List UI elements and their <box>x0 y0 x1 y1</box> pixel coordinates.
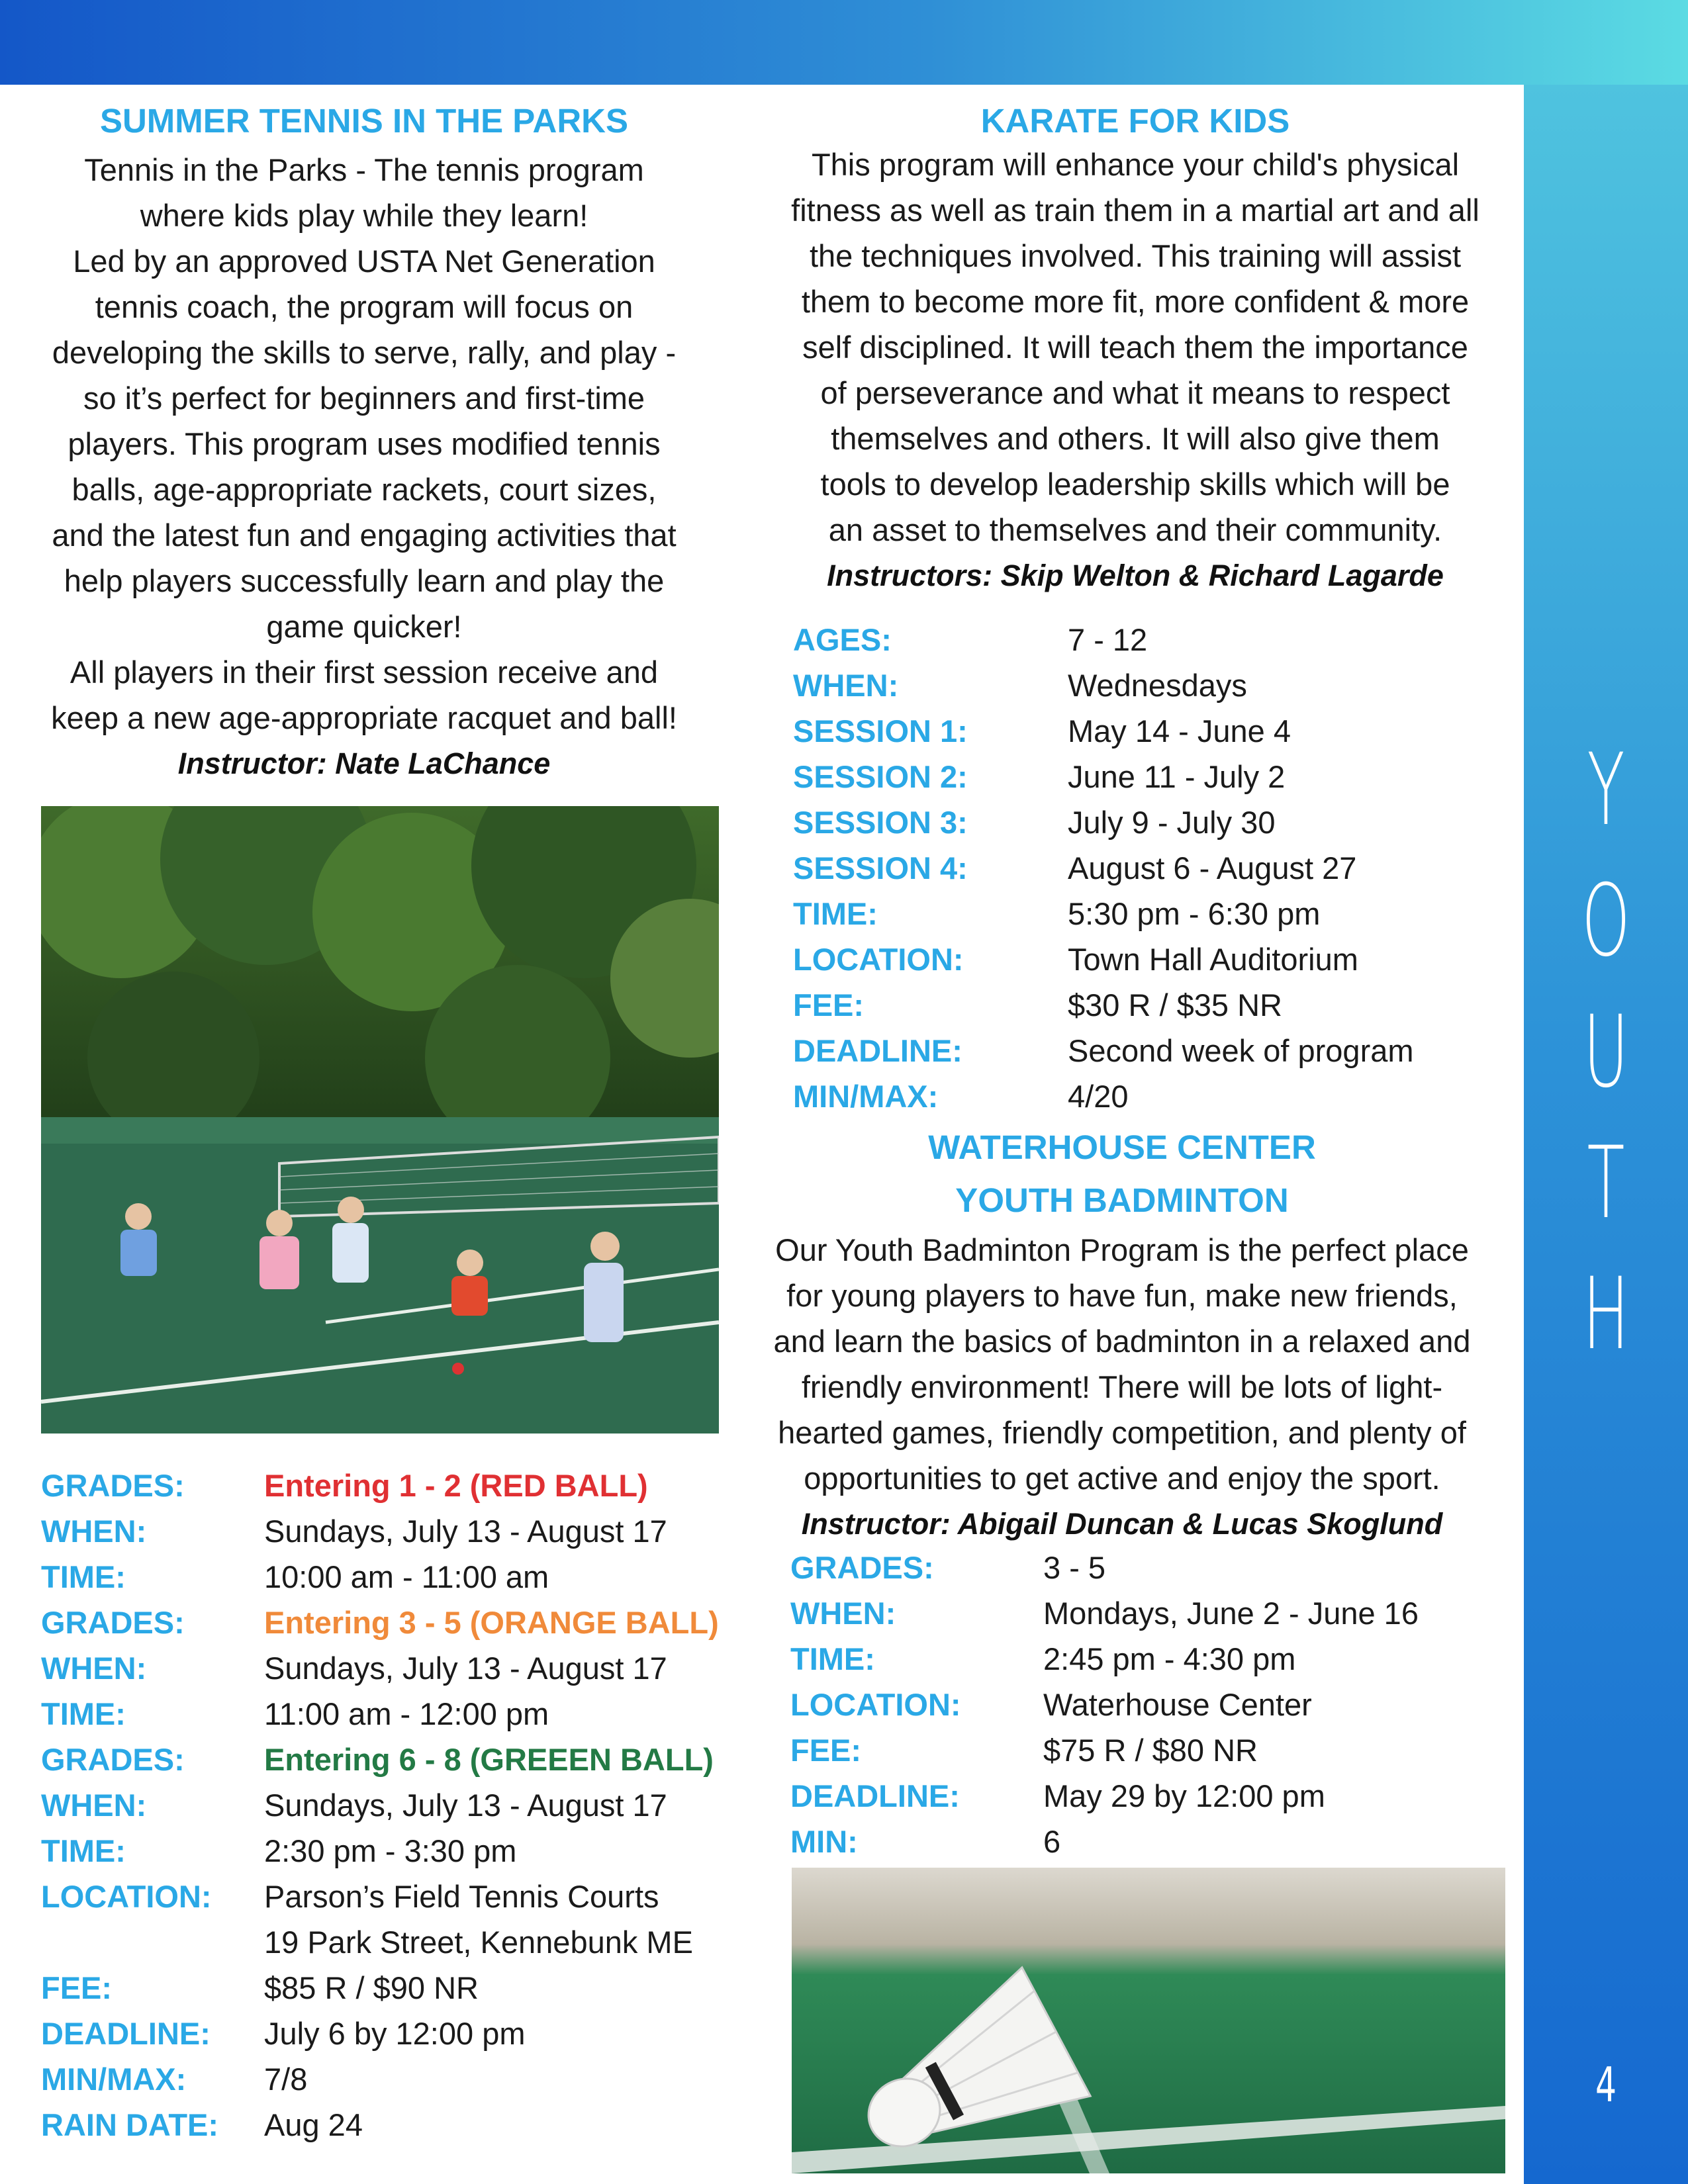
detail-row <box>41 1737 736 1782</box>
detail-row <box>41 2102 736 2148</box>
text-line: an asset to themselves and their community. <box>828 512 1442 547</box>
detail-label: SESSION 3: <box>793 805 968 840</box>
tennis-kids-photo <box>41 806 719 1433</box>
badminton-instructors: Instructor: Abigail Duncan & Lucas Skoglund <box>801 1507 1443 1541</box>
detail-label: TIME: <box>41 1559 126 1594</box>
detail-value: August 6 - August 27 <box>1068 850 1357 886</box>
detail-row <box>41 1645 736 1691</box>
detail-label: FEE: <box>793 987 865 1023</box>
detail-row <box>41 1782 736 1828</box>
detail-row <box>790 1773 1512 1819</box>
detail-label: MIN/MAX: <box>793 1079 939 1114</box>
text-line: developing the skills to serve, rally, and play - <box>52 335 677 370</box>
detail-label: LOCATION: <box>790 1687 961 1722</box>
detail-label: TIME: <box>41 1696 126 1731</box>
detail-label: LOCATION: <box>41 1879 212 1914</box>
detail-value: Entering 3 - 5 (ORANGE BALL) <box>264 1605 719 1640</box>
detail-row <box>793 799 1515 845</box>
detail-value: 3 - 5 <box>1043 1550 1106 1585</box>
detail-row <box>41 1919 736 1965</box>
detail-value: 4/20 <box>1068 1079 1129 1114</box>
detail-row <box>793 1028 1515 1073</box>
tennis-description <box>20 147 708 741</box>
detail-label: WHEN: <box>41 1788 147 1823</box>
detail-label: WHEN: <box>41 1651 147 1686</box>
text-line: and learn the basics of badminton in a relaxed and <box>773 1324 1471 1359</box>
detail-value: Aug 24 <box>264 2107 363 2142</box>
detail-value: 2:30 pm - 3:30 pm <box>264 1833 517 1868</box>
detail-row <box>790 1682 1512 1727</box>
text-line: balls, age-appropriate rackets, court sizes, <box>71 472 657 507</box>
detail-value: Entering 6 - 8 (GREEEN BALL) <box>264 1742 714 1777</box>
detail-value: 7/8 <box>264 2062 308 2097</box>
text-line: game quicker! <box>266 609 462 644</box>
text-line: opportunities to get active and enjoy the sport. <box>804 1461 1440 1496</box>
detail-row <box>41 1691 736 1737</box>
tennis-intro <box>20 101 708 786</box>
text-line: them to become more fit, more confident & more <box>801 284 1470 319</box>
detail-value: June 11 - July 2 <box>1068 759 1286 794</box>
detail-value: $75 R / $80 NR <box>1043 1733 1258 1768</box>
text-line: This program will enhance your child's physical <box>811 147 1460 182</box>
detail-value: Second week of program <box>1068 1033 1414 1068</box>
text-line: the techniques involved. This training will assist <box>809 238 1462 273</box>
text-line: keep a new age-appropriate racquet and ball! <box>51 700 677 735</box>
text-line: for young players to have fun, make new friends, <box>786 1278 1458 1313</box>
detail-row <box>793 936 1515 982</box>
detail-label: WHEN: <box>41 1514 147 1549</box>
detail-label: RAIN DATE: <box>41 2107 219 2142</box>
tennis-instructor: Instructor: Nate LaChance <box>177 747 551 780</box>
shuttlecock-photo <box>792 1868 1505 2173</box>
detail-value: 7 - 12 <box>1068 622 1148 657</box>
detail-value: $30 R / $35 NR <box>1068 987 1282 1023</box>
badminton-description <box>755 1227 1489 1501</box>
karate-instructors: Instructors: Skip Welton & Richard Lagarde <box>827 559 1444 592</box>
youth-letter: U <box>1583 995 1629 1110</box>
detail-label <box>41 1919 264 1965</box>
detail-label: TIME: <box>41 1833 126 1868</box>
text-line: of perseverance and what it means to respect <box>820 375 1450 410</box>
detail-label: DEADLINE: <box>790 1778 960 1813</box>
youth-letter: Y <box>1587 733 1625 848</box>
text-line: help players successfully learn and play the <box>64 563 665 598</box>
detail-value: Parson’s Field Tennis Courts <box>264 1879 659 1914</box>
text-line: tennis coach, the program will focus on <box>95 289 633 324</box>
section-label-youth <box>1524 725 1688 1380</box>
text-line: fitness as well as train them in a martial art and all <box>791 193 1479 228</box>
detail-value: Waterhouse Center <box>1043 1687 1312 1722</box>
detail-value: 5:30 pm - 6:30 pm <box>1068 896 1321 931</box>
detail-value: May 29 by 12:00 pm <box>1043 1778 1325 1813</box>
text-line: themselves and others. It will also give them <box>831 421 1440 456</box>
tennis-details <box>41 1463 736 2148</box>
detail-row <box>790 1636 1512 1682</box>
detail-row <box>41 1508 736 1554</box>
karate-intro <box>761 101 1509 598</box>
badminton-title-line1: WATERHOUSE CENTER <box>928 1128 1316 1166</box>
header-gradient-bar <box>0 0 1688 85</box>
page-number: 4 <box>1595 2057 1617 2113</box>
badminton-intro <box>755 1121 1489 1547</box>
detail-value: May 14 - June 4 <box>1068 713 1291 749</box>
detail-value: Entering 1 - 2 (RED BALL) <box>264 1468 648 1503</box>
detail-label: MIN: <box>790 1824 858 1859</box>
karate-details <box>793 617 1515 1119</box>
detail-row <box>790 1819 1512 1864</box>
detail-value: July 6 by 12:00 pm <box>264 2016 526 2051</box>
detail-value: July 9 - July 30 <box>1068 805 1276 840</box>
detail-label: GRADES: <box>41 1742 185 1777</box>
detail-value: 6 <box>1043 1824 1061 1859</box>
detail-value: Mondays, June 2 - June 16 <box>1043 1596 1419 1631</box>
detail-label: LOCATION: <box>793 942 964 977</box>
youth-letter: T <box>1587 1126 1625 1241</box>
detail-row <box>793 754 1515 799</box>
detail-label: TIME: <box>793 896 878 931</box>
detail-value: Sundays, July 13 - August 17 <box>264 1788 667 1823</box>
detail-row <box>793 708 1515 754</box>
tennis-title: SUMMER TENNIS IN THE PARKS <box>99 102 629 140</box>
text-line: Our Youth Badminton Program is the perfect place <box>775 1232 1469 1267</box>
detail-value: Wednesdays <box>1068 668 1247 703</box>
detail-label: DEADLINE: <box>793 1033 962 1068</box>
detail-row <box>41 1554 736 1600</box>
detail-value: 11:00 am - 12:00 pm <box>264 1696 549 1731</box>
text-line: and the latest fun and engaging activities that <box>52 518 677 553</box>
detail-row <box>41 2011 736 2056</box>
detail-row <box>41 1828 736 1874</box>
detail-label: WHEN: <box>793 668 899 703</box>
badminton-details <box>790 1545 1512 1864</box>
detail-value: 10:00 am - 11:00 am <box>264 1559 549 1594</box>
detail-label: FEE: <box>790 1733 862 1768</box>
detail-row <box>41 1965 736 2011</box>
text-line: so it’s perfect for beginners and first-time <box>83 381 645 416</box>
detail-row <box>790 1545 1512 1590</box>
detail-label: GRADES: <box>790 1550 934 1585</box>
text-line: Led by an approved USTA Net Generation <box>73 244 655 279</box>
text-line: where kids play while they learn! <box>140 198 588 233</box>
text-line: friendly environment! There will be lots of light- <box>801 1369 1443 1404</box>
detail-row <box>790 1727 1512 1773</box>
detail-label: DEADLINE: <box>41 2016 211 2051</box>
karate-title: KARATE FOR KIDS <box>980 102 1290 140</box>
detail-row <box>793 662 1515 708</box>
detail-label: GRADES: <box>41 1468 185 1503</box>
detail-label: GRADES: <box>41 1605 185 1640</box>
text-line: self disciplined. It will teach them the importance <box>802 330 1468 365</box>
detail-value: $85 R / $90 NR <box>264 1970 479 2005</box>
detail-label: FEE: <box>41 1970 113 2005</box>
detail-value: Sundays, July 13 - August 17 <box>264 1514 667 1549</box>
detail-row <box>790 1590 1512 1636</box>
detail-value: 19 Park Street, Kennebunk ME <box>264 1925 693 1960</box>
detail-row <box>41 1600 736 1645</box>
detail-label: AGES: <box>793 622 892 657</box>
detail-row <box>793 982 1515 1028</box>
detail-row <box>793 1073 1515 1119</box>
text-line: Tennis in the Parks - The tennis program <box>84 152 644 187</box>
detail-row <box>793 845 1515 891</box>
badminton-title-line2: YOUTH BADMINTON <box>955 1181 1289 1219</box>
detail-label: SESSION 2: <box>793 759 968 794</box>
karate-description <box>761 142 1509 553</box>
detail-value: Town Hall Auditorium <box>1068 942 1358 977</box>
youth-letter: H <box>1583 1257 1629 1372</box>
detail-label: SESSION 1: <box>793 713 968 749</box>
text-line: All players in their first session receive and <box>70 655 659 690</box>
detail-label: SESSION 4: <box>793 850 968 886</box>
text-line: players. This program uses modified tennis <box>68 426 661 461</box>
detail-label: TIME: <box>790 1641 875 1676</box>
detail-label: WHEN: <box>790 1596 896 1631</box>
detail-row <box>793 617 1515 662</box>
detail-value: Sundays, July 13 - August 17 <box>264 1651 667 1686</box>
detail-label: MIN/MAX: <box>41 2062 187 2097</box>
text-line: hearted games, friendly competition, and plenty of <box>778 1415 1466 1450</box>
detail-row <box>41 2056 736 2102</box>
detail-value: 2:45 pm - 4:30 pm <box>1043 1641 1296 1676</box>
youth-letter: O <box>1581 864 1630 979</box>
text-line: tools to develop leadership skills which will be <box>820 467 1450 502</box>
detail-row <box>793 891 1515 936</box>
detail-row <box>41 1463 736 1508</box>
detail-row <box>41 1874 736 1919</box>
